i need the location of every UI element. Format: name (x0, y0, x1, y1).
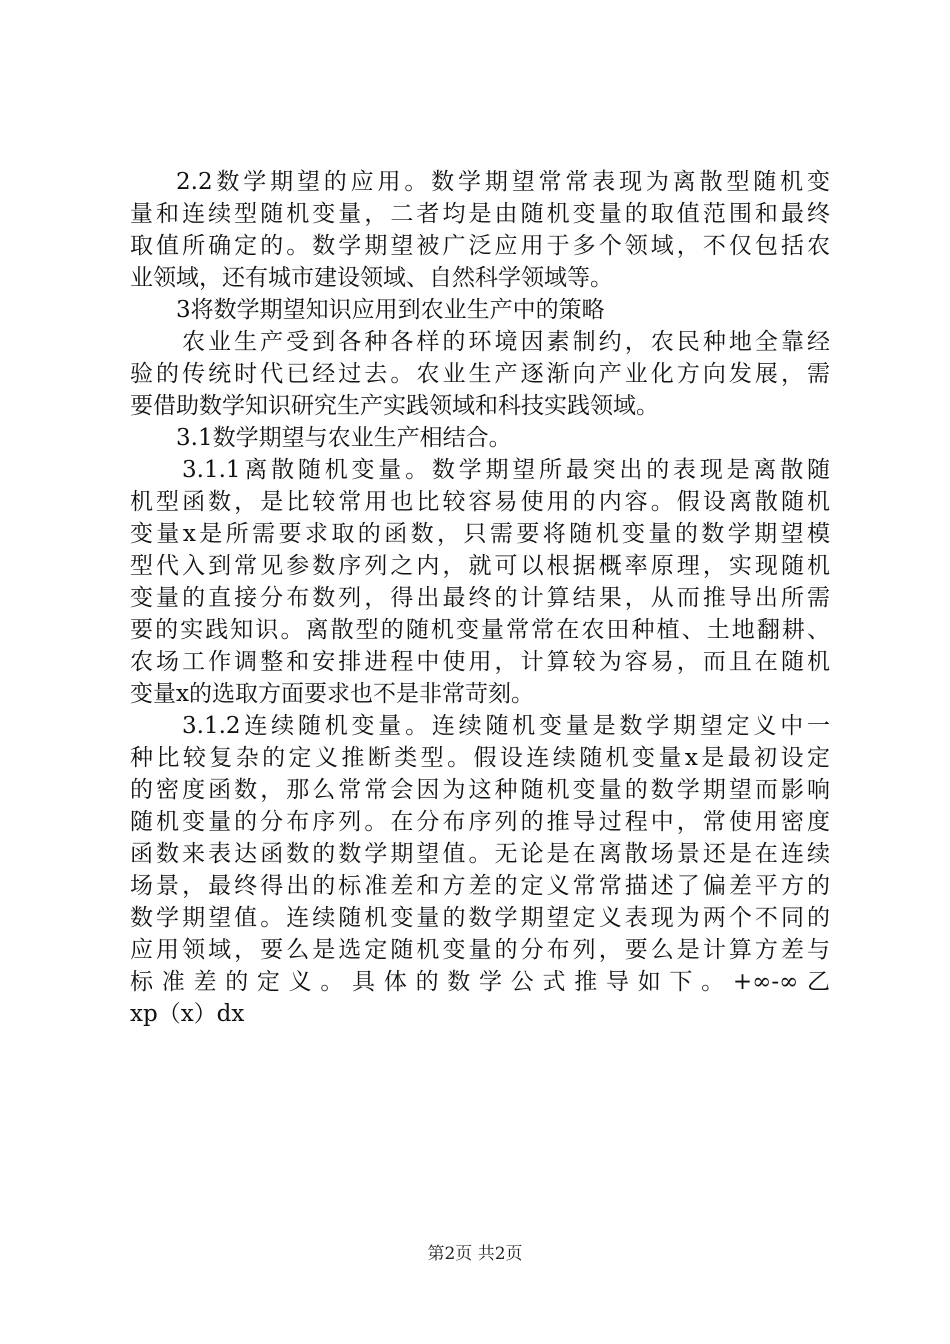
section-heading-3-1 (130, 422, 830, 454)
text-line: 随机变量的分布序列。在分布序列的推导过程中，常使用密度 (130, 809, 830, 835)
text-line: 变量x的选取方面要求也不是非常苛刻。 (130, 681, 534, 707)
text-line: 要的实践知识。离散型的随机变量常常在农田种植、土地翻耕、 (130, 617, 830, 643)
paragraph-3-1-1 (130, 454, 830, 710)
text-line: 取值所确定的。数学期望被广泛应用于多个领域，不仅包括农 (130, 233, 830, 259)
text-line: 要借助数学知识研究生产实践领域和科技实践领域。 (130, 393, 659, 419)
page-footer: 第2页 共2页 (427, 1244, 523, 1264)
text-line: 的密度函数，那么常常会因为这种随机变量的数学期望而影响 (130, 777, 830, 803)
text-line: 业领域，还有城市建设领域、自然科学领域等。 (130, 265, 613, 291)
heading-line: 3.1数学期望与农业生产相结合。 (176, 425, 512, 451)
text-line: 应用领域，要么是选定随机变量的分布列，要么是计算方差与 (130, 937, 830, 963)
text-line: 变量x是所需要求取的函数，只需要将随机变量的数学期望模 (130, 521, 830, 547)
text-line: 数学期望值。连续随机变量的数学期望定义表现为两个不同的 (130, 905, 830, 931)
text-line: 种比较复杂的定义推断类型。假设连续随机变量x是最初设定 (130, 745, 830, 771)
text-line: 3.1.2连续随机变量。连续随机变量是数学期望定义中一 (182, 713, 830, 739)
text-line: 变量的直接分布数列，得出最终的计算结果，从而推导出所需 (130, 585, 830, 611)
text-line: 3.1.1离散随机变量。数学期望所最突出的表现是离散随 (182, 457, 830, 483)
paragraph-3-1-2 (130, 710, 830, 1030)
text-line: 量和连续型随机变量，二者均是由随机变量的取值范围和最终 (130, 201, 830, 227)
formula-line: xp（x）dx (130, 1001, 245, 1027)
text-line: 验的传统时代已经过去。农业生产逐渐向产业化方向发展，需 (130, 361, 830, 387)
paragraph-2-2 (130, 166, 830, 294)
text-line: 标准差的定义。具体的数学公式推导如下。+∞-∞乙 (130, 969, 830, 995)
text-line: 农业生产受到各种各样的环境因素制约，农民种地全靠经 (182, 329, 830, 355)
section-heading-3 (130, 294, 830, 326)
text-line: 2.2数学期望的应用。数学期望常常表现为离散型随机变 (176, 169, 830, 195)
text-line: 函数来表达函数的数学期望值。无论是在离散场景还是在连续 (130, 841, 830, 867)
text-line: 机型函数，是比较常用也比较容易使用的内容。假设离散随机 (130, 489, 830, 515)
paragraph-3-intro (130, 326, 830, 422)
document-body (130, 166, 830, 1030)
text-line: 场景，最终得出的标准差和方差的定义常常描述了偏差平方的 (130, 873, 830, 899)
heading-line: 3将数学期望知识应用到农业生产中的策略 (176, 297, 605, 323)
text-line: 农场工作调整和安排进程中使用，计算较为容易，而且在随机 (130, 649, 830, 675)
text-line: 型代入到常见参数序列之内，就可以根据概率原理，实现随机 (130, 553, 830, 579)
